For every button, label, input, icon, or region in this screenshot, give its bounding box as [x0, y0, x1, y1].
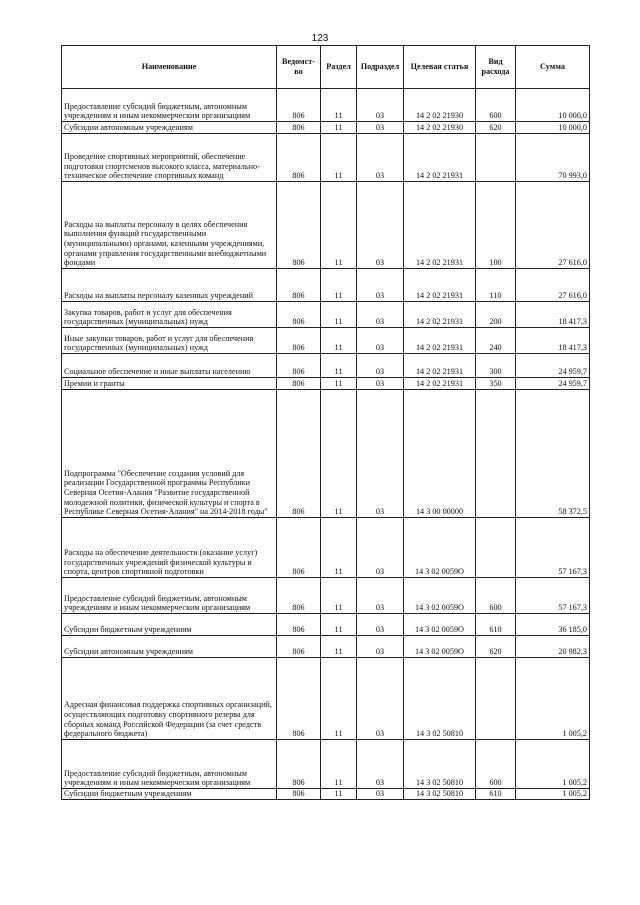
cell-sum: 58 372,5 — [516, 390, 590, 518]
cell-subsection: 03 — [357, 578, 404, 614]
cell-name: Социальное обеспечение и иные выплаты населению — [62, 354, 277, 378]
cell-subsection: 03 — [357, 354, 404, 378]
cell-subsection: 03 — [357, 614, 404, 636]
cell-subsection: 03 — [357, 328, 404, 354]
cell-section: 11 — [321, 302, 357, 328]
cell-dept: 806 — [277, 182, 321, 269]
cell-sum: 57 167,3 — [516, 518, 590, 578]
cell-dept: 806 — [277, 390, 321, 518]
cell-section: 11 — [321, 789, 357, 800]
cell-dept: 806 — [277, 122, 321, 134]
cell-type: 600 — [476, 740, 516, 789]
cell-sum: 20 982,3 — [516, 636, 590, 658]
cell-sum: 57 167,3 — [516, 578, 590, 614]
cell-section: 11 — [321, 134, 357, 182]
cell-target: 14 3 02 50810 — [404, 740, 476, 789]
cell-target: 14 3 02 50810 — [404, 789, 476, 800]
cell-name: Предоставление субсидий бюджетным, автономным учреждениям и иным некоммерческим организациям — [62, 740, 277, 789]
cell-target: 14 2 02 21931 — [404, 134, 476, 182]
cell-dept: 806 — [277, 578, 321, 614]
table-row — [62, 302, 590, 328]
cell-dept: 806 — [277, 328, 321, 354]
cell-name: Иные закупки товаров, работ и услуг для обеспечения государственных (муниципальных) нужд — [62, 328, 277, 354]
cell-section: 11 — [321, 354, 357, 378]
cell-section: 11 — [321, 378, 357, 390]
table-row — [62, 518, 590, 578]
cell-type: 200 — [476, 302, 516, 328]
cell-type: 100 — [476, 182, 516, 269]
cell-type — [476, 390, 516, 518]
cell-type: 620 — [476, 122, 516, 134]
cell-dept: 806 — [277, 378, 321, 390]
cell-subsection: 03 — [357, 134, 404, 182]
table-row — [62, 269, 590, 302]
page-number: 123 — [311, 33, 329, 44]
cell-section: 11 — [321, 390, 357, 518]
cell-target: 14 2 02 21930 — [404, 122, 476, 134]
cell-name: Субсидии автономным учреждениям — [62, 122, 277, 134]
cell-target: 14 3 02 50810 — [404, 658, 476, 740]
cell-target: 14 2 02 21931 — [404, 378, 476, 390]
cell-dept: 806 — [277, 354, 321, 378]
cell-target: 14 2 02 21931 — [404, 354, 476, 378]
cell-name: Предоставление субсидий бюджетным, автономным учреждениям и иным некоммерческим организациям — [62, 578, 277, 614]
cell-subsection: 03 — [357, 390, 404, 518]
cell-section: 11 — [321, 614, 357, 636]
cell-name: Расходы на обеспечение деятельности (оказание услуг) государственных учреждений физической культуры и спорта, центров спортивной подготовки — [62, 518, 277, 578]
cell-type: 300 — [476, 354, 516, 378]
cell-subsection: 03 — [357, 789, 404, 800]
table-row — [62, 636, 590, 658]
cell-type: 620 — [476, 636, 516, 658]
cell-dept: 806 — [277, 740, 321, 789]
cell-sum: 24 959,7 — [516, 378, 590, 390]
table-row — [62, 182, 590, 269]
cell-sum: 1 005,2 — [516, 789, 590, 800]
cell-section: 11 — [321, 578, 357, 614]
cell-type: 240 — [476, 328, 516, 354]
cell-name: Субсидии бюджетным учреждениям — [62, 789, 277, 800]
table-row — [62, 122, 590, 134]
cell-target: 14 2 02 21931 — [404, 182, 476, 269]
cell-name: Субсидии автономным учреждениям — [62, 636, 277, 658]
table-header-row — [62, 46, 590, 89]
column-header-target: Целевая статья — [404, 46, 476, 89]
table-row — [62, 134, 590, 182]
cell-dept: 806 — [277, 658, 321, 740]
cell-section: 11 — [321, 328, 357, 354]
cell-type: 600 — [476, 578, 516, 614]
column-header-dept: Ведомст-во — [277, 46, 321, 89]
cell-name: Субсидии бюджетным учреждениям — [62, 614, 277, 636]
cell-subsection: 03 — [357, 378, 404, 390]
cell-type: 610 — [476, 789, 516, 800]
table-row — [62, 578, 590, 614]
cell-dept: 806 — [277, 302, 321, 328]
cell-sum: 27 616,0 — [516, 269, 590, 302]
column-header-type: Вид расхода — [476, 46, 516, 89]
cell-target: 14 3 02 0059О — [404, 636, 476, 658]
table-row — [62, 354, 590, 378]
cell-dept: 806 — [277, 614, 321, 636]
budget-table — [61, 45, 590, 800]
cell-target: 14 3 00 00000 — [404, 390, 476, 518]
cell-sum: 24 959,7 — [516, 354, 590, 378]
column-header-sum: Сумма — [516, 46, 590, 89]
cell-section: 11 — [321, 658, 357, 740]
cell-section: 11 — [321, 269, 357, 302]
cell-target: 14 2 02 21931 — [404, 328, 476, 354]
cell-sum: 1 005,2 — [516, 740, 590, 789]
cell-type — [476, 134, 516, 182]
table-row — [62, 614, 590, 636]
cell-subsection: 03 — [357, 740, 404, 789]
cell-sum: 70 993,0 — [516, 134, 590, 182]
cell-dept: 806 — [277, 518, 321, 578]
cell-type: 610 — [476, 614, 516, 636]
cell-section: 11 — [321, 518, 357, 578]
cell-name: Подпрограмма "Обеспечение создания условий для реализации Государственной программы Республики Северная Осетия-Алания "Развитие государственной молодежной политики, физической культуры и спорта в Республике Северная Осетия-Алания" на 2014-2018 годы" — [62, 390, 277, 518]
cell-section: 11 — [321, 182, 357, 269]
cell-dept: 806 — [277, 134, 321, 182]
cell-section: 11 — [321, 89, 357, 122]
cell-name: Проведение спортивных мероприятий, обеспечение подготовки спортсменов высокого класса, материально-техническое обеспечение спортивных команд — [62, 134, 277, 182]
cell-target: 14 3 02 0059О — [404, 614, 476, 636]
cell-target: 14 2 02 21930 — [404, 89, 476, 122]
cell-dept: 806 — [277, 269, 321, 302]
table-row — [62, 390, 590, 518]
cell-subsection: 03 — [357, 636, 404, 658]
cell-subsection: 03 — [357, 122, 404, 134]
table-row — [62, 328, 590, 354]
cell-name: Расходы на выплаты персоналу казенных учреждений — [62, 269, 277, 302]
cell-section: 11 — [321, 636, 357, 658]
cell-sum: 27 616,0 — [516, 182, 590, 269]
cell-subsection: 03 — [357, 518, 404, 578]
table-row — [62, 378, 590, 390]
column-header-subsection: Подраздел — [357, 46, 404, 89]
cell-name: Предоставление субсидий бюджетным, автономным учреждениям и иным некоммерческим организациям — [62, 89, 277, 122]
cell-dept: 806 — [277, 636, 321, 658]
cell-name: Премии и гранты — [62, 378, 277, 390]
column-header-section: Раздел — [321, 46, 357, 89]
cell-sum: 18 417,3 — [516, 328, 590, 354]
cell-name: Расходы на выплаты персоналу в целях обеспечения выполнения функций государственными (муниципальными) органами, казенными учреждениями, органами управления государственными внебюджетными фондами — [62, 182, 277, 269]
cell-sum: 1 005,2 — [516, 658, 590, 740]
cell-section: 11 — [321, 122, 357, 134]
cell-subsection: 03 — [357, 658, 404, 740]
cell-name: Адресная финансовая поддержка спортивных организаций, осуществляющих подготовку спортивного резерва для сборных команд Российской Федерации (за счет средств федерального бюджета) — [62, 658, 277, 740]
cell-subsection: 03 — [357, 89, 404, 122]
cell-dept: 806 — [277, 89, 321, 122]
cell-sum: 10 000,0 — [516, 122, 590, 134]
cell-subsection: 03 — [357, 269, 404, 302]
cell-type: 600 — [476, 89, 516, 122]
cell-sum: 36 185,0 — [516, 614, 590, 636]
cell-type: 350 — [476, 378, 516, 390]
table-row — [62, 89, 590, 122]
cell-dept: 806 — [277, 789, 321, 800]
column-header-name: Наименование — [62, 46, 277, 89]
cell-name: Закупка товаров, работ и услуг для обеспечения государственных (муниципальных) нужд — [62, 302, 277, 328]
cell-target: 14 2 02 21931 — [404, 269, 476, 302]
cell-target: 14 2 02 21931 — [404, 302, 476, 328]
cell-type — [476, 658, 516, 740]
table-row — [62, 740, 590, 789]
cell-sum: 10 000,0 — [516, 89, 590, 122]
cell-subsection: 03 — [357, 302, 404, 328]
table-row — [62, 789, 590, 800]
cell-sum: 18 417,3 — [516, 302, 590, 328]
cell-subsection: 03 — [357, 182, 404, 269]
cell-target: 14 3 02 0059О — [404, 518, 476, 578]
cell-section: 11 — [321, 740, 357, 789]
cell-target: 14 3 02 0059О — [404, 578, 476, 614]
cell-type: 110 — [476, 269, 516, 302]
cell-type — [476, 518, 516, 578]
table-row — [62, 658, 590, 740]
